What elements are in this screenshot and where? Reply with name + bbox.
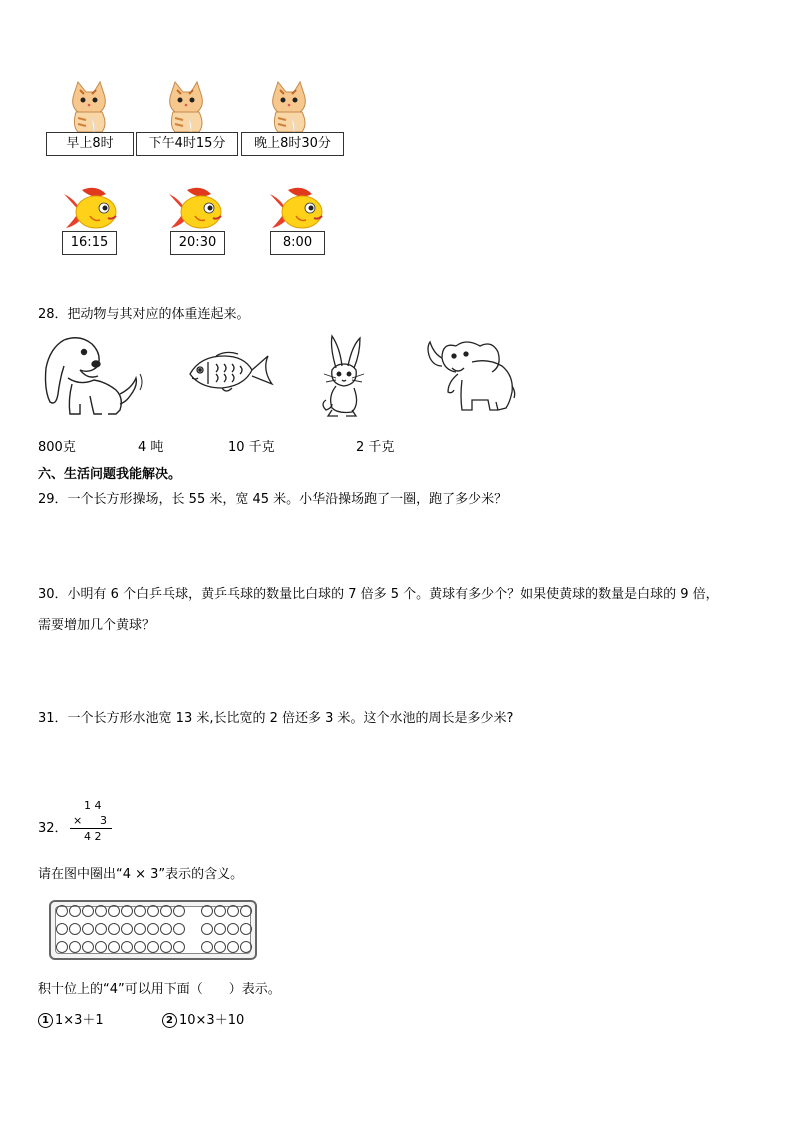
q30-text-line1: 30．小明有 6 个白乒乓球，黄乒乓球的数量比白球的 7 倍多 5 个。黄球有多少个？如果使黄球的数量是白球的 9 倍， (38, 587, 719, 602)
weight-label-4: 2 千克 (356, 440, 395, 455)
fish-image-3 (268, 186, 326, 232)
q29-text: 29．一个长方形操场，长 55 米，宽 45 米。小华沿操场跑了一圈，跑了多少米？ (38, 492, 508, 507)
section-heading: 六、生活问题我能解决。 (38, 467, 182, 482)
fish-image-2 (167, 186, 225, 232)
mult-top: 1 4 (84, 799, 102, 812)
dog-image (40, 334, 144, 420)
circle-row-1[interactable] (56, 905, 252, 917)
mult-operator: × (73, 814, 83, 827)
fish-image-1 (62, 186, 120, 232)
option-1[interactable] (38, 1009, 104, 1028)
cat-image-1 (66, 80, 112, 132)
weight-label-2: 4 吨 (138, 440, 164, 455)
option-1-text: 1×3＋1 (55, 1013, 104, 1028)
q28-title: 28．把动物与其对应的体重连起来。 (38, 307, 250, 322)
q32-number: 32． (38, 821, 68, 836)
weight-label-3: 10 千克 (228, 440, 275, 455)
cat-image-3 (266, 80, 312, 132)
mult-line (70, 828, 112, 829)
q32-instruction: 请在图中圈出“4 × 3”表示的含义。 (38, 867, 244, 882)
mult-result: 4 2 (84, 830, 102, 843)
cat-time-label-2: 下午4时15分 (136, 132, 238, 156)
option-2-text: 10×3＋10 (179, 1013, 245, 1028)
q31-text: 31．一个长方形水池宽 13 米,长比宽的 2 倍还多 3 米。这个水池的周长是多少米? (38, 711, 514, 726)
circle-row-3[interactable] (56, 941, 252, 953)
rabbit-image (318, 334, 372, 418)
elephant-image (422, 336, 516, 416)
option-2[interactable] (162, 1009, 244, 1028)
option-2-marker: 2 (162, 1013, 177, 1028)
cat-time-label-1: 早上8时 (46, 132, 134, 156)
fish-time-label-3: 8:00 (270, 231, 325, 255)
q32-question: 积十位上的“4”可以用下面（ ）表示。 (38, 982, 281, 997)
cat-image-2 (163, 80, 209, 132)
option-1-marker: 1 (38, 1013, 53, 1028)
fish-time-label-1: 16:15 (62, 231, 117, 255)
q30-text-line2: 需要增加几个黄球？ (38, 618, 156, 633)
multiplication-problem (64, 799, 114, 845)
fish-time-label-2: 20:30 (170, 231, 225, 255)
weight-label-1: 800克 (38, 440, 76, 455)
mult-bottom: 3 (100, 814, 107, 827)
cat-time-label-3: 晚上8时30分 (241, 132, 344, 156)
circle-row-2[interactable] (56, 923, 252, 935)
fish-drawing-image (186, 350, 278, 394)
